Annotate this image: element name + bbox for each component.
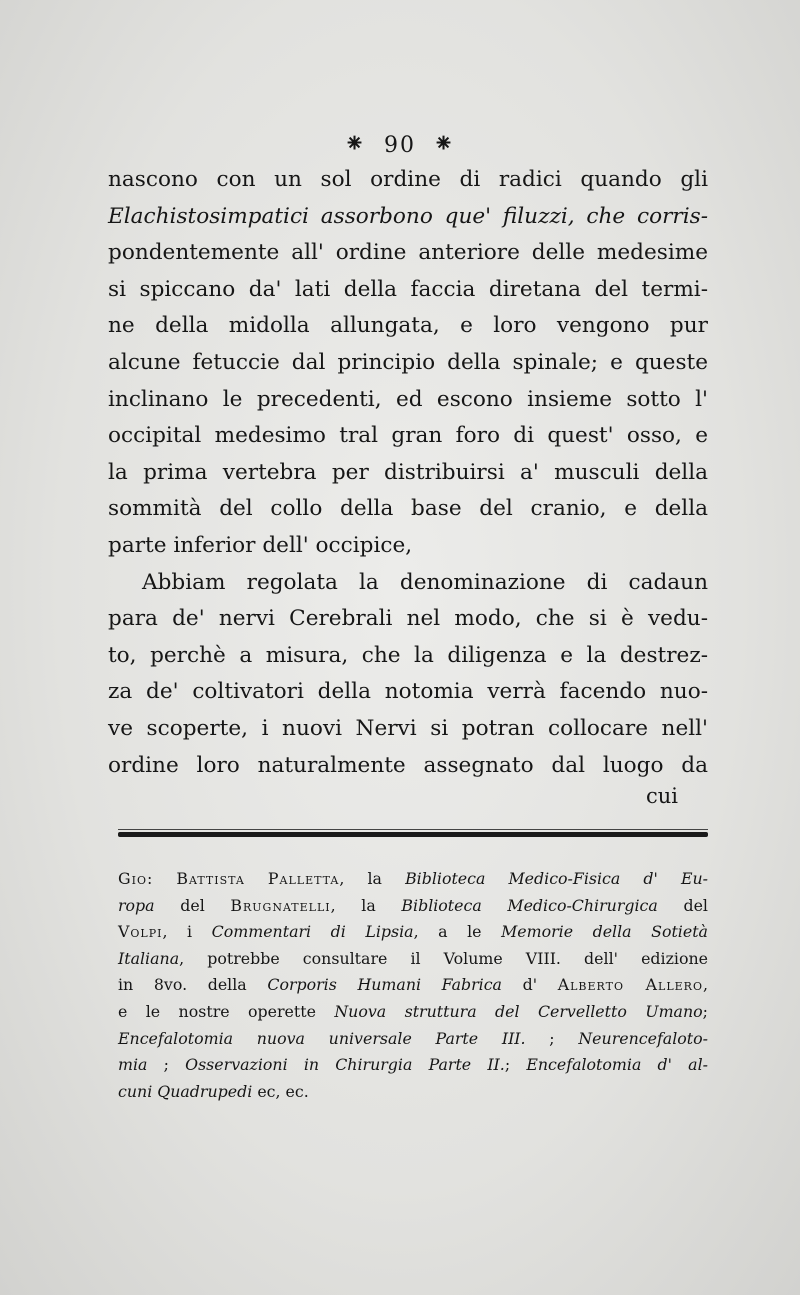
footnote-line (118, 919, 708, 946)
fn-author: Battista (176, 869, 245, 888)
footnote-line (118, 1052, 708, 1079)
footnote-line (118, 893, 708, 920)
text-line (108, 199, 708, 236)
footnote-line (118, 866, 708, 893)
text-line: pondentemente all' ordine anteriore delle medesime (108, 240, 708, 266)
text-line: nascono con un sol ordine di radici quando gli (108, 167, 708, 192)
fn-title: ropa (118, 895, 155, 915)
fn-author: Volpi (118, 922, 163, 942)
footnote (118, 866, 708, 1105)
fn-author: Alberto Allero (557, 975, 703, 995)
footnote-rule-thin (118, 829, 708, 830)
fn-text: del (180, 895, 205, 915)
fn-text: del (683, 895, 708, 915)
footnote-line (118, 1026, 708, 1053)
fn-title: Italiana (118, 948, 180, 968)
fn-title: Encefalotomia d' al- (526, 1055, 708, 1075)
footnote-line (118, 1079, 708, 1106)
text-line: alcune fetuccie dal principio della spinale; e queste (108, 349, 708, 375)
text-line: sommità del collo della base del cranio, e della (108, 496, 708, 522)
fn-title: Nuova struttura del Cervelletto Umano (334, 1001, 703, 1021)
fn-title: Parte III. (435, 1028, 526, 1048)
text-line: occipital medesimo tral gran foro di quest' osso, e (108, 423, 708, 449)
fn-title: Encefalotomia nuova universale (118, 1028, 412, 1048)
fn-text: , a le (413, 922, 482, 942)
text-line-italic: Elachistosimpatici assorbono que' filuzzi, che corris- (108, 203, 708, 229)
ornament-right-icon: ⁕ (432, 129, 457, 159)
catchword: cui (646, 784, 679, 808)
fn-text: ; (549, 1028, 555, 1048)
text-line: ve scoperte, i nuovi Nervi si potran collocare nell' (108, 715, 708, 741)
fn-title: Memorie della Sotietà (501, 922, 708, 942)
main-text (108, 162, 708, 784)
fn-text: , la (339, 869, 382, 888)
page-number: 90 (384, 133, 416, 158)
text-line: parte inferior dell' occipice, (108, 532, 413, 558)
fn-text: , la (330, 895, 376, 915)
footnote-line (118, 946, 708, 973)
fn-title: mia (118, 1055, 148, 1075)
fn-title: Commentari di Lipsia (211, 922, 414, 942)
fn-text: ec, ec. (257, 1081, 309, 1101)
fn-text: Gio: (118, 869, 154, 888)
ornament-left-icon: ⁕ (343, 129, 368, 159)
fn-text: ; (163, 1055, 169, 1075)
fn-text: ; (702, 1001, 708, 1021)
fn-title: Neurencefaloto- (578, 1028, 708, 1048)
footnote-line (118, 972, 708, 999)
text-line: ne della midolla allungata, e loro vengono pur (108, 313, 708, 339)
page-header (0, 128, 800, 159)
fn-title: Corporis Humani Fabrica (267, 975, 502, 995)
text-line: to, perchè a misura, che la diligenza e la destrez- (108, 642, 708, 668)
fn-author: Brugnatelli (230, 895, 331, 915)
text-line: si spiccano da' lati della faccia diretana del termi- (108, 276, 708, 302)
fn-text: in 8vo. della (118, 975, 247, 995)
text-line: inclinano le precedenti, ed escono insieme sotto l' (108, 386, 708, 412)
fn-text: , potrebbe consultare il Volume VIII. dell' edizione (179, 948, 708, 968)
fn-text: e le nostre operette (118, 1001, 316, 1021)
footnote-line (118, 999, 708, 1026)
fn-text: , (702, 975, 708, 995)
fn-title: Biblioteca Medico-Chirurgica (401, 895, 658, 915)
fn-title: cuni Quadrupedi (118, 1081, 253, 1101)
fn-title: Osservazioni in Chirurgia (185, 1055, 413, 1075)
text-line: za de' coltivatori della notomia verrà facendo nuo- (108, 679, 708, 705)
fn-text: , i (162, 922, 193, 942)
fn-title: Biblioteca Medico-Fisica d' Eu- (405, 869, 709, 888)
text-line: Abbiam regolata la denominazione di cadaun (142, 569, 708, 595)
fn-text: ; (504, 1055, 511, 1075)
fn-text: d' (522, 975, 538, 995)
text-line: ordine loro naturalmente assegnato dal luogo da (108, 752, 708, 778)
fn-title: Parte II. (428, 1055, 505, 1075)
footnote-rule (118, 832, 708, 837)
fn-author: Palletta (267, 869, 340, 888)
text-line: para de' nervi Cerebrali nel modo, che si è vedu- (108, 606, 708, 632)
text-line: la prima vertebra per distribuirsi a' musculi della (108, 459, 708, 485)
